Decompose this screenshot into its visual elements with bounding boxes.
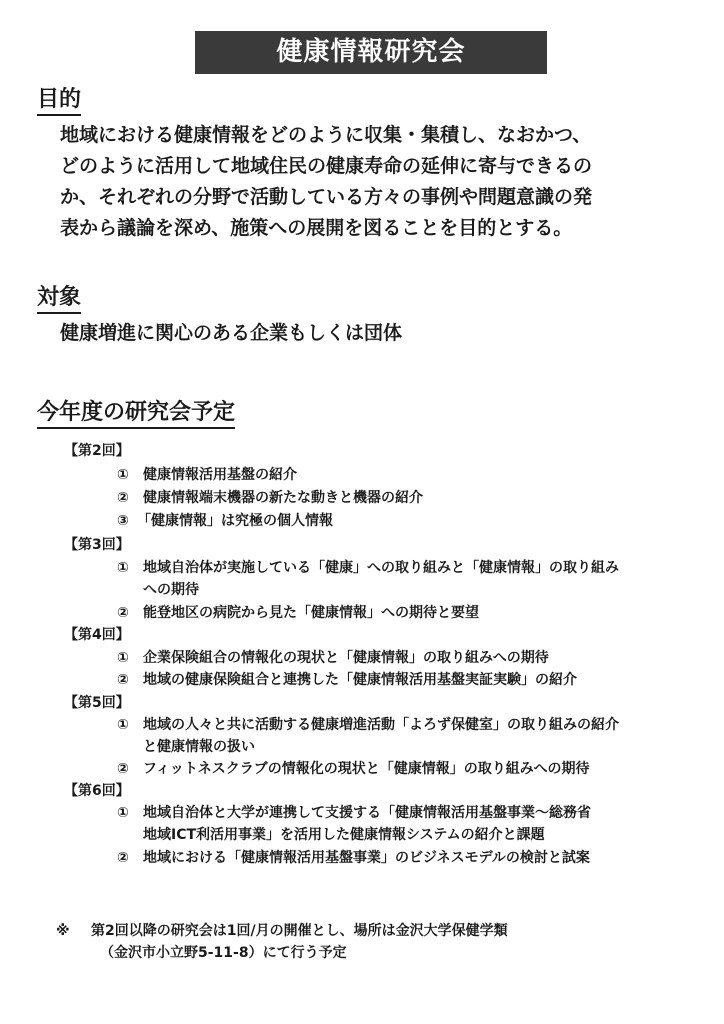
item-text: 地域の健康保険組合と連携した「健康情報活用基盤実証実験」の紹介 (143, 672, 577, 688)
note-mark: ※ (56, 923, 70, 939)
item-number: ③ (117, 513, 129, 529)
session-label-3: 【第3回】 (64, 537, 130, 553)
purpose-line: 表から議論を深め、施策への展開を図ることを目的とする。 (60, 217, 573, 239)
item-number: ② (117, 761, 129, 777)
item-number: ② (117, 605, 129, 621)
note-line-2: （金沢市小立野5-11-8）にて行う予定 (100, 945, 347, 961)
target-body: 健康増進に関心のある企業もしくは団体 (60, 322, 403, 344)
item-number: ① (117, 467, 129, 483)
session-label-5: 【第5回】 (64, 695, 130, 711)
item-text: 地域自治体が実施している「健康」への取り組みと「健康情報」の取り組み (143, 560, 619, 576)
session-label-4: 【第4回】 (64, 627, 130, 643)
item-text: 健康情報端末機器の新たな動きと機器の紹介 (143, 490, 423, 506)
item-number: ② (117, 490, 129, 506)
session-3-item-2 (117, 602, 479, 624)
item-number: ① (117, 717, 129, 733)
session-4-item-1 (117, 647, 549, 669)
item-number: ② (117, 850, 129, 866)
session-6-item-2 (117, 847, 590, 869)
item-number: ① (117, 805, 129, 821)
schedule-heading: 今年度の研究会予定 (37, 400, 235, 429)
session-label-6: 【第6回】 (64, 783, 130, 799)
session-label-2: 【第2回】 (64, 443, 130, 459)
purpose-line: 地域における健康情報をどのように収集・集積し、なおかつ、 (60, 124, 592, 146)
session-6-item-1 (117, 802, 591, 824)
session-3-item-1 (117, 557, 619, 579)
session-5-item-1 (117, 714, 619, 736)
item-number: ① (117, 560, 129, 576)
item-text: 地域における「健康情報活用基盤事業」のビジネスモデルの検討と試案 (143, 850, 590, 866)
session-3-item-1-cont: への期待 (143, 582, 199, 598)
item-text: 企業保険組合の情報化の現状と「健康情報」の取り組みへの期待 (143, 650, 549, 666)
session-4-item-2 (117, 669, 577, 691)
purpose-body (60, 120, 700, 244)
purpose-heading: 目的 (37, 87, 81, 116)
session-5-item-2 (117, 758, 589, 780)
item-text: 能登地区の病院から見た「健康情報」への期待と要望 (143, 605, 479, 621)
session-2-item-2 (117, 487, 423, 509)
session-5-item-1-cont: と健康情報の扱い (143, 739, 255, 755)
item-text: 地域自治体と大学が連携して支援する「健康情報活用基盤事業～総務省 (143, 805, 591, 821)
item-text: 地域の人々と共に活動する健康増進活動「よろず保健室」の取り組みの紹介 (143, 717, 619, 733)
item-number: ① (117, 650, 129, 666)
note-line-1: 第2回以降の研究会は1回/月の開催とし、場所は金沢大学保健学類 (91, 923, 508, 939)
item-text: 「健康情報」は究極の個人情報 (137, 513, 333, 529)
session-2-item-3 (117, 510, 333, 532)
item-text: 健康情報活用基盤の紹介 (143, 467, 297, 483)
session-2-item-1 (117, 464, 297, 486)
document-title: 健康情報研究会 (195, 31, 547, 74)
target-heading: 対象 (37, 285, 81, 314)
purpose-line: か、それぞれの分野で活動している方々の事例や問題意識の発 (60, 186, 593, 208)
session-6-item-1-cont: 地域ICT利活用事業」を活用した健康情報システムの紹介と課題 (143, 827, 545, 843)
item-text: フィットネスクラブの情報化の現状と「健康情報」の取り組みへの期待 (143, 761, 590, 777)
purpose-line: どのように活用して地域住民の健康寿命の延伸に寄与できるの (60, 155, 593, 177)
item-number: ② (117, 672, 129, 688)
